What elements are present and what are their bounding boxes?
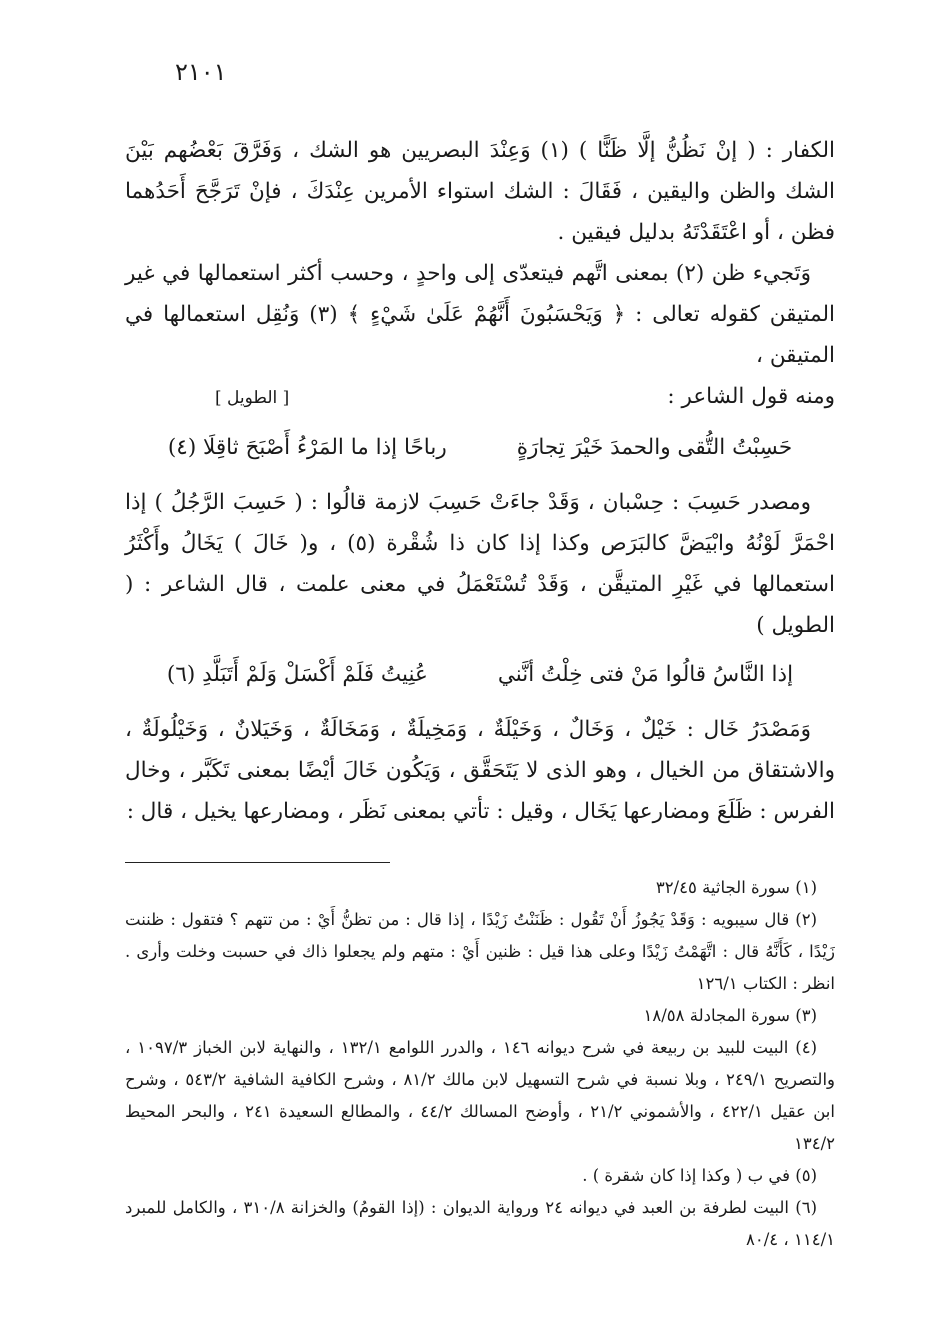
- footnote-3: (٣) سورة المجادلة ١٨/٥٨: [643, 1006, 817, 1025]
- footnote-5: (٥) في ب ( وكذا إذا كان شقرة ) .: [582, 1166, 817, 1185]
- poet-intro-text: ومنه قول الشاعر :: [667, 384, 835, 409]
- footnote-2: (٢) قال سيبويه : وَقَدْ يَجُوزُ أَنْ تَقُول : ظَنَنْتُ زَيْدًا ، إذا قال : من تظنُّ أَيْ : من تتهم ؟ فتقول : ظننت زَيْدًا ، كَأَنَّهُ قال : اتَّهَمْتُ زَيْدًا وعلى هذا قيل : ظنين أَيْ : متهم ولم يجعلوا ذاك في حسبت وخلت وأرى . انظر : الكتاب ١٢٦/١: [125, 910, 835, 993]
- paragraph-4: وَمَصْدَرُ خَال : خَيْلٌ ، وَخَالٌ ، وَخَيْلَةٌ ، وَمَخِيلَةٌ ، وَمَخَالَةٌ ، وَخَيَلانٌ ، وَخَيْلُولَةٌ ، والاشتقاق من الخيال ، وهو الذى لا يَتَحَقَّق ، وَيَكُون خَالَ أيْضًا بمعنى تَكَبَّر ، وخال الفرس : ظَلَعَ ومضارعها يَخَال ، وقيل : تأتي بمعنى نَظَر ، ومضارعها يخيل ، قال :: [125, 717, 835, 824]
- page-number: ٢١٠١: [175, 58, 227, 86]
- verse-2-second-hemistich: عُنِيتُ فَلَمْ أَكْسَلْ وَلَمْ أَتَبَلَّدِ (٦): [166, 662, 428, 687]
- paragraph-1: الكفار : ( إنْ نَظُنُّ إلَّا ظَنًّا ) (١) وَعِنْدَ البصريين هو الشك ، وَفَرَّقَ بَعْضُهم بَيْنَ الشك والظن واليقين ، فَقَالَ : الشك استواء الأمرين عِنْدَكَ ، فإنْ تَرَجَّحَ أَحَدُهما فظن ، أو اعْتَقَدْتَهُ بدليل فيقين .: [125, 138, 835, 245]
- verse-2-first-hemistich: إذا النَّاسُ قالُوا مَنْ فتى خِلْتُ أنَّني: [497, 662, 794, 687]
- verse-1-second-hemistich: رباحًا إذا ما المَرْءُ أَصْبَحَ ثاقِلَا (٤): [167, 435, 447, 460]
- verse-1: [125, 427, 835, 468]
- book-page: [125, 40, 835, 1330]
- verse-1-first-hemistich: حَسِبْتُ التُّقى والحمدَ خَيْرَ تِجارَةٍ: [516, 435, 793, 460]
- verse-2: [125, 654, 835, 695]
- footnote-6: (٦) البيت لطرفة بن العبد في ديوانه ٢٤ ورواية الديوان : (إذا القومُ) والخزانة ٣١٠/٨ ، والكامل للمبرد ١١٤/١ ، ٨٠/٤: [125, 1198, 835, 1249]
- footnote-4: (٤) البيت للبيد بن ربيعة في شرح ديوانه ١٤٦ ، والدرر اللوامع ١٣٢/١ ، والنهاية لابن الخباز ١٠٩٧/٣ ، والتصريح ٢٤٩/١ ، وبلا نسبة في شرح التسهيل لابن مالك ٨١/٢ ، وشرح الكافية الشافية ٥٤٣/٢ ، وشرح ابن عقيل ٤٢٢/١ ، والأشموني ٢١/٢ ، وأوضح المسالك ٤٤/٢ ، والمطالع السعيدة ٢٤١ ، والبحر المحيط ١٣٤/٢: [125, 1038, 835, 1153]
- poet-intro-line-1: [125, 376, 835, 419]
- footnotes: [125, 872, 835, 1256]
- meter-label: [ الطويل ]: [215, 388, 290, 408]
- footnote-1: (١) سورة الجاثية ٣٢/٤٥: [655, 878, 817, 897]
- paragraph-2: وَتَجيء ظن (٢) بمعنى اتَّهم فيتعدّى إلى واحدٍ ، وحسب أكثر استعمالها في غير المتيقن كقوله تعالى : ﴿ وَيَحْسَبُونَ أَنَّهُمْ عَلَىٰ شَيْءٍ ﴾ (٣) وَنُقِل استعمالها في المتيقن ،: [125, 261, 835, 368]
- main-text: [125, 130, 835, 832]
- footnote-divider: [125, 862, 390, 863]
- paragraph-3: ومصدر حَسِبَ : حِسْبان ، وَقَدْ جاءَتْ حَسِبَ لازمة قالُوا : ( حَسِبَ الرَّجُلُ ) إذا احْمَرَّ لَوْنُهُ وابْيَضَّ كالبَرَص وكذا إذا كان ذا شُقْرة (٥) ، و( خَالَ ) يَخَالُ وأَكْثَرُ استعمالها في غَيْرِ المتيقَّن ، وَقَدْ تُسْتَعْمَلُ في معنى علمت ، قال الشاعر : ( الطويل ): [125, 490, 835, 638]
